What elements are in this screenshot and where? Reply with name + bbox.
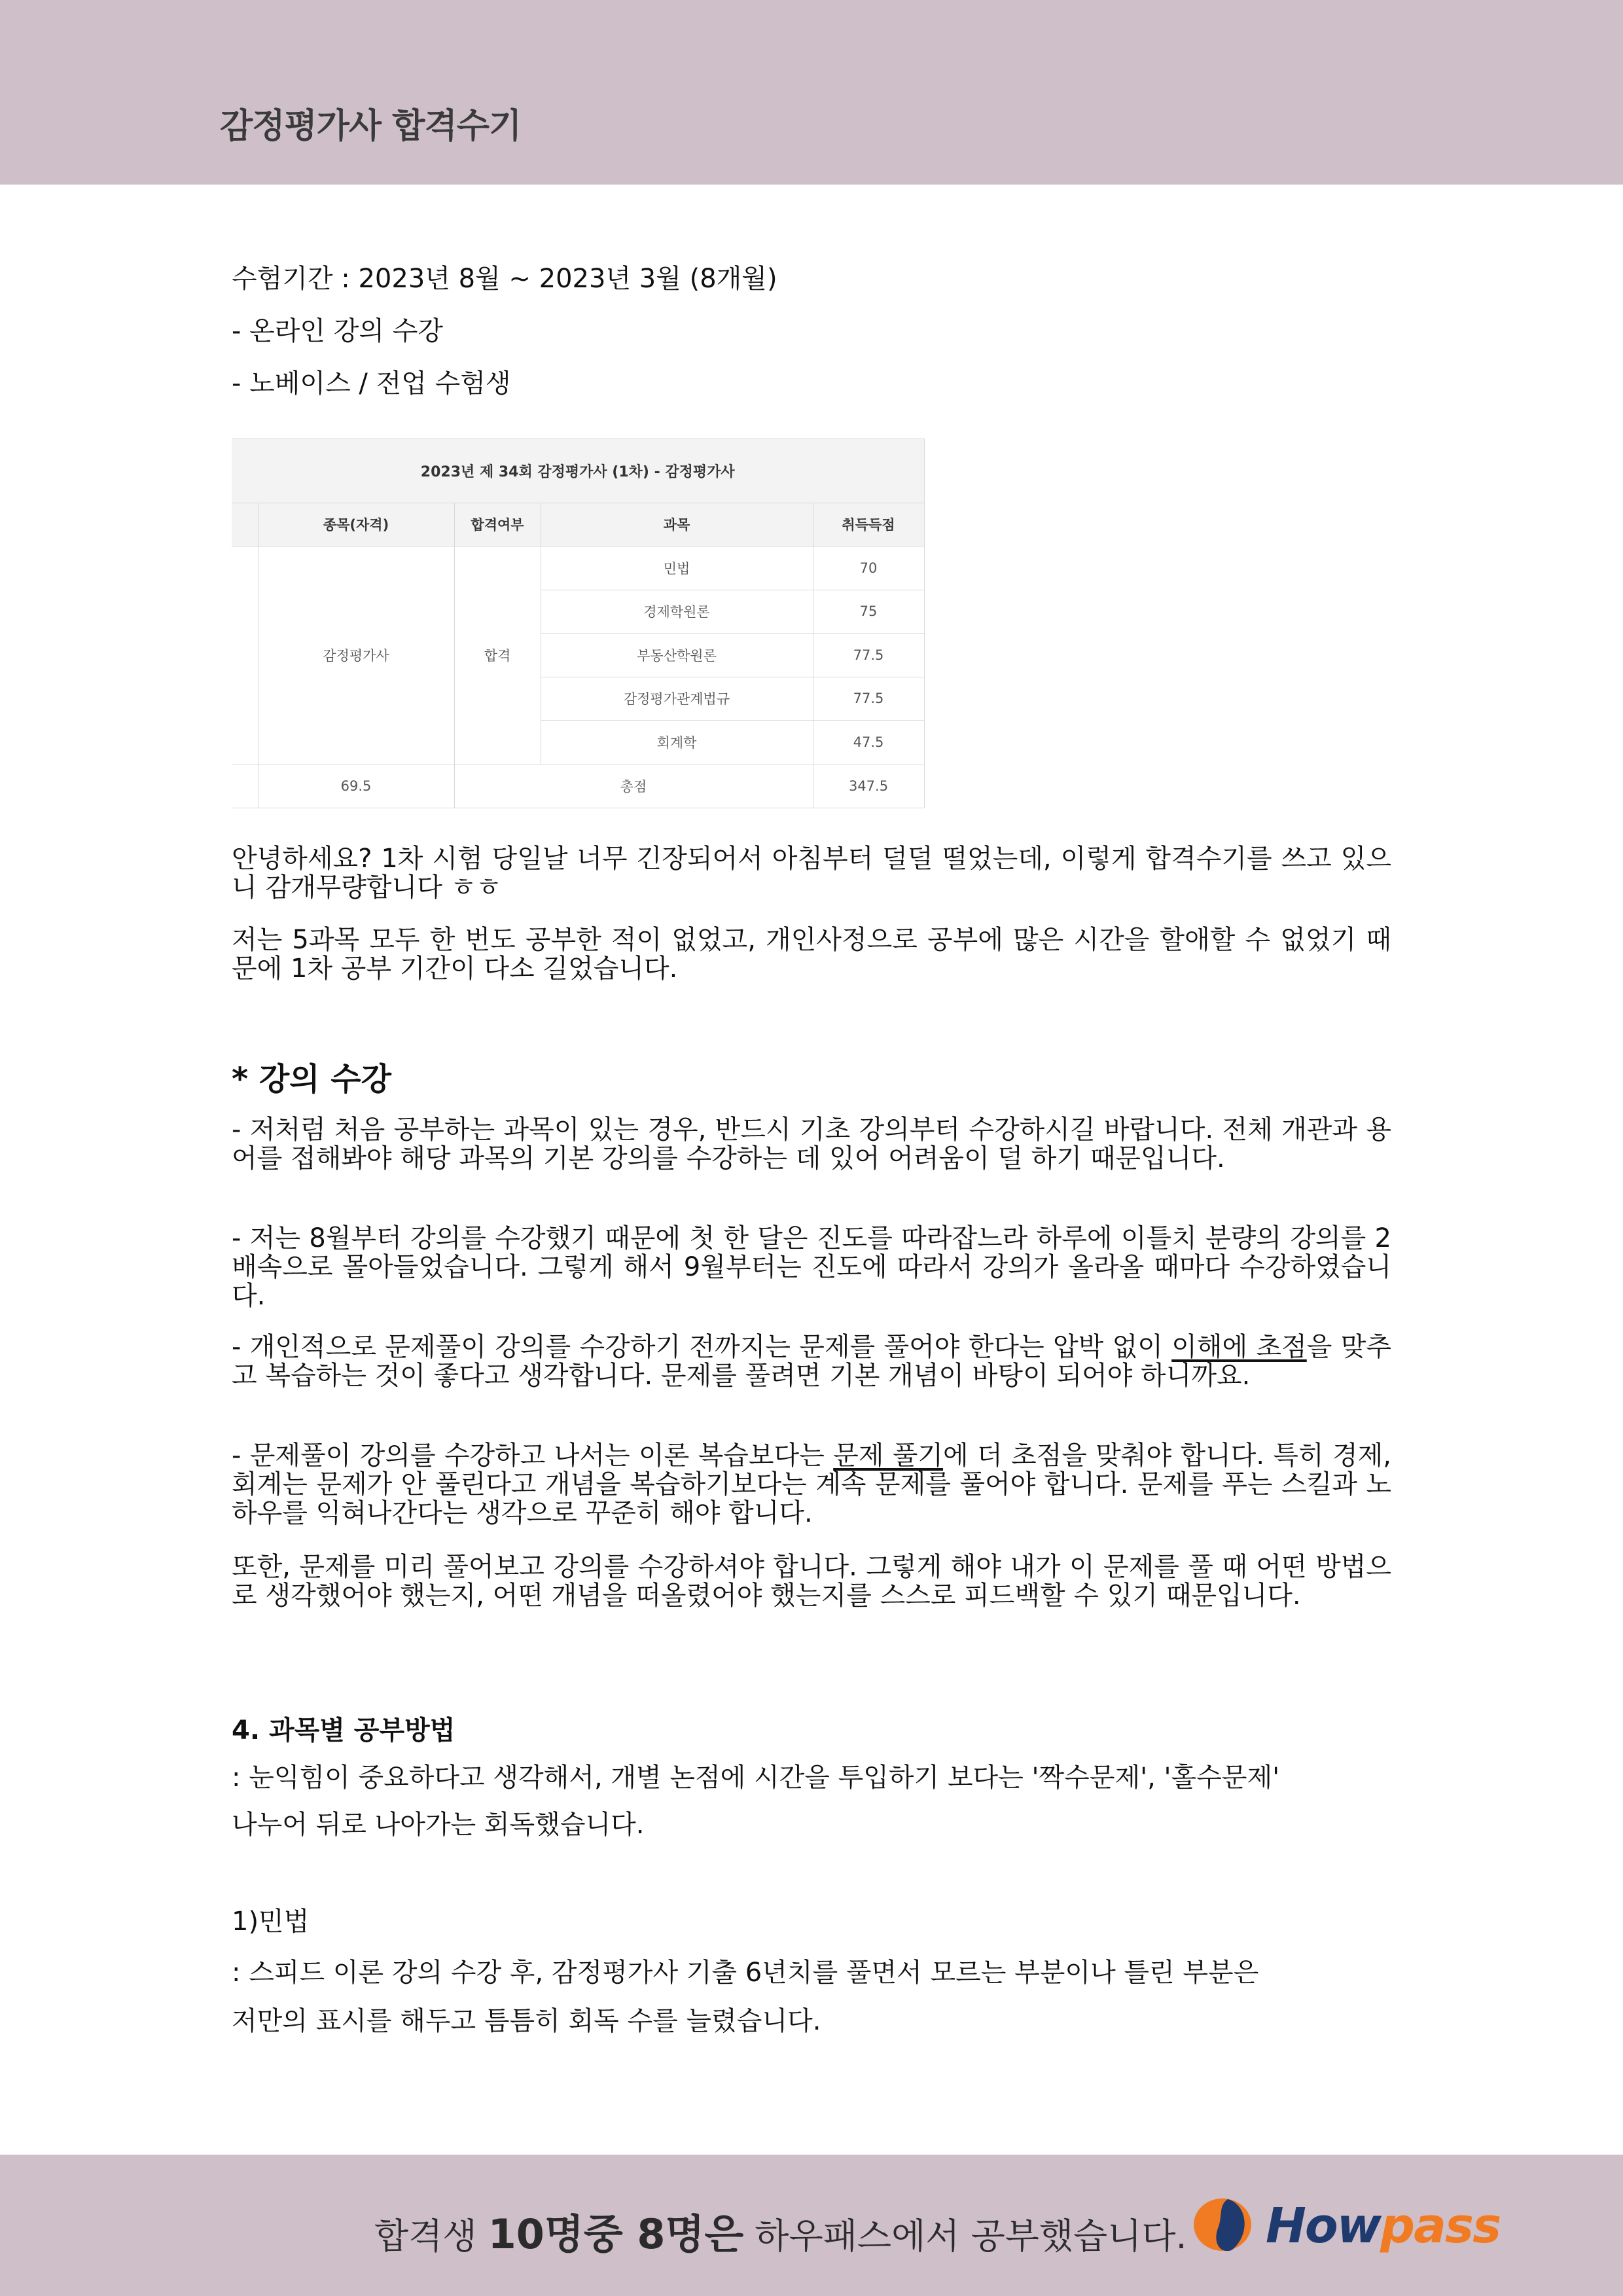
table-cell-subject: 부동산학원론 bbox=[541, 634, 813, 677]
table-cell-score: 77.5 bbox=[813, 677, 924, 720]
table-cell-score: 75 bbox=[813, 590, 924, 633]
subject-title-civil-law: 1)민법 bbox=[232, 1907, 310, 1937]
howpass-logo-icon bbox=[1190, 2195, 1255, 2254]
lecture-paragraph-4: - 문제풀이 강의를 수강하고 나서는 이론 복습보다는 문제 풀기에 더 초점을 맞춰야 합니다. 특히 경제, 회계는 문제가 안 풀린다고 개념을 복습하기보다는 계속 문제를 풀어야 합니다. 문제를 푸는 스킬과 노하우를 익혀나간다는 생각으로 꾸준히 해야 합니다. bbox=[232, 1441, 1391, 1528]
underlined-phrase: 이해에 초점 bbox=[1171, 1332, 1307, 1362]
table-header-score: 취득득점 bbox=[813, 503, 924, 546]
table-header-blank bbox=[232, 503, 258, 546]
howpass-logo bbox=[1190, 2193, 1501, 2258]
howpass-logo-text: Howpass bbox=[1266, 2198, 1501, 2254]
table-cell-subject: 민법 bbox=[541, 547, 813, 590]
table-cell-qualification: 감정평가사 bbox=[258, 547, 454, 764]
section-heading-method: 4. 과목별 공부방법 bbox=[232, 1715, 455, 1746]
table-cell-score: 70 bbox=[813, 547, 924, 590]
page-header bbox=[0, 0, 1623, 185]
underlined-phrase: 문제 풀기 bbox=[833, 1441, 944, 1471]
table-cell-subject: 경제학원론 bbox=[541, 590, 813, 633]
table-cell-subject: 회계학 bbox=[541, 721, 813, 764]
header-title: 감정평가사 합격수기 bbox=[220, 107, 522, 146]
table-cell-total: 347.5 bbox=[813, 764, 924, 808]
footer-slogan: 합격생 10명중 8명은 하우패스에서 공부했습니다. bbox=[374, 2210, 1187, 2258]
score-table bbox=[232, 439, 925, 808]
lecture-paragraph-5: 또한, 문제를 미리 풀어보고 강의를 수강하셔야 합니다. 그렇게 해야 내가 이 문제를 풀 때 어떤 방법으로 생각했어야 했는지, 어떤 개념을 떠올렸어야 했는지를 스스로 피드백할 수 있기 때문입니다. bbox=[232, 1552, 1391, 1611]
intro-bullet-online: - 온라인 강의 수강 bbox=[232, 316, 444, 346]
table-cell-blank bbox=[232, 764, 258, 808]
table-cell-score: 47.5 bbox=[813, 721, 924, 764]
lecture-paragraph-1: - 저처럼 처음 공부하는 과목이 있는 경우, 반드시 기초 강의부터 수강하시길 바랍니다. 전체 개관과 용어를 접해봐야 해당 과목의 기본 강의를 수강하는 데 있어 어려움이 덜 하기 때문입니다. bbox=[232, 1115, 1391, 1174]
table-cell-total-label: 총점 bbox=[454, 764, 813, 808]
table-cell-average: 69.5 bbox=[258, 764, 454, 808]
lecture-paragraph-2: - 저는 8월부터 강의를 수강했기 때문에 첫 한 달은 진도를 따라잡느라 하루에 이틀치 분량의 강의를 2배속으로 몰아들었습니다. 그렇게 해서 9월부터는 진도에 따라서 강의가 올라올 때마다 수강하였습니다. bbox=[232, 1223, 1391, 1311]
score-table-caption: 2023년 제 34회 감정평가사 (1차) - 감정평가사 bbox=[232, 439, 924, 503]
exam-period: 수험기간 : 2023년 8월 ~ 2023년 3월 (8개월) bbox=[232, 264, 777, 294]
section-heading-lecture: * 강의 수강 bbox=[232, 1061, 391, 1098]
table-header-result: 합격여부 bbox=[454, 503, 541, 546]
table-cell-result: 합격 bbox=[454, 547, 541, 764]
page-footer bbox=[0, 2155, 1623, 2296]
method-line-2: 나누어 뒤로 나아가는 회독했습니다. bbox=[232, 1810, 645, 1840]
table-cell-subject: 감정평가관계법규 bbox=[541, 677, 813, 720]
table-cell-score: 77.5 bbox=[813, 634, 924, 677]
table-header-subject: 과목 bbox=[541, 503, 813, 546]
table-cell-blank bbox=[232, 547, 258, 764]
method-line-1: : 눈익힘이 중요하다고 생각해서, 개별 논점에 시간을 투입하기 보다는 '짝수문제', '홀수문제' bbox=[232, 1763, 1280, 1793]
civil-law-line-2: 저만의 표시를 해두고 틈틈히 회독 수를 늘렸습니다. bbox=[232, 2006, 821, 2036]
greeting-paragraph: 안녕하세요? 1차 시험 당일날 너무 긴장되어서 아침부터 덜덜 떨었는데, 이렇게 합격수기를 쓰고 있으니 감개무량합니다 ㅎㅎ bbox=[232, 844, 1391, 903]
table-header-qualification: 종목(자격) bbox=[258, 503, 454, 546]
background-paragraph: 저는 5과목 모두 한 번도 공부한 적이 없었고, 개인사정으로 공부에 많은 시간을 할애할 수 없었기 때문에 1차 공부 기간이 다소 길었습니다. bbox=[232, 925, 1391, 984]
civil-law-line-1: : 스피드 이론 강의 수강 후, 감정평가사 기출 6년치를 풀면서 모르는 부분이나 틀린 부분은 bbox=[232, 1958, 1259, 1988]
intro-bullet-nobase: - 노베이스 / 전업 수험생 bbox=[232, 368, 511, 399]
lecture-paragraph-3: - 개인적으로 문제풀이 강의를 수강하기 전까지는 문제를 풀어야 한다는 압박 없이 이해에 초점을 맞추고 복습하는 것이 좋다고 생각합니다. 문제를 풀려면 기본 개념이 바탕이 되어야 하니까요. bbox=[232, 1332, 1392, 1391]
